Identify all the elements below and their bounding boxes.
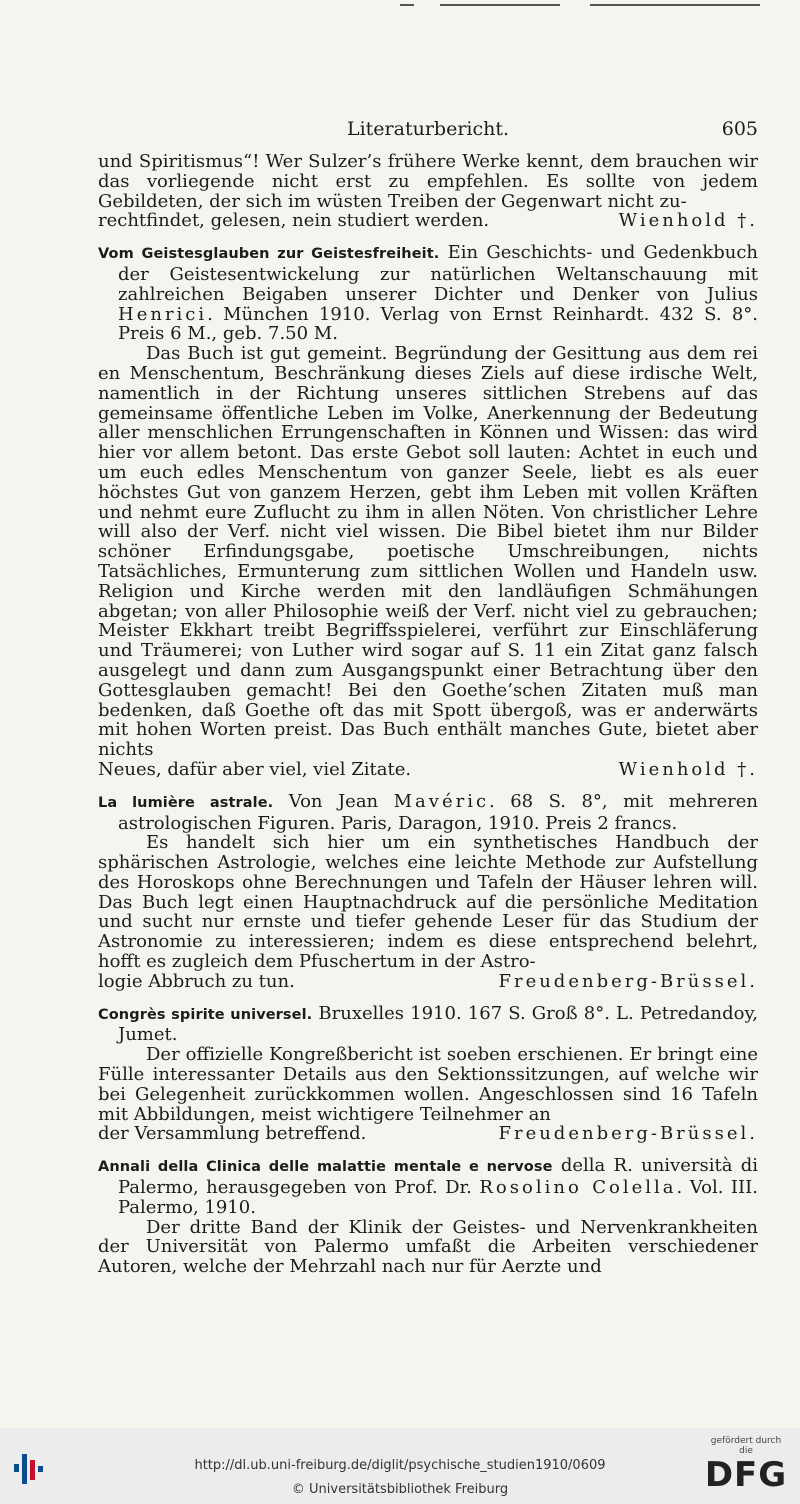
text-line: wir das vorliegende nicht erst zu empfehlen. Es sollte von jedem xyxy=(98,151,758,192)
closing-text: Neues, dafür aber viel, viel Zitate. xyxy=(98,758,412,780)
closing-line xyxy=(98,1124,758,1144)
top-scan-rule xyxy=(440,4,560,6)
review-body: Das Buch ist gut gemeint. Begründung der Gesittung aus dem rei en Menschentum, Beschränkung dieses Ziels auf diese irdische Welt, namentlich in der Richtung unseres sittlichen Strebens auf das gemeinsame öffentliche Leben im Volke, Anerkennung der Bedeutung aller menschlichen Errungenschaften in Können und Wissen: das wird hier vor allem betont. Das erste Gebot soll lauten: Achtet in euch und um euch edles Menschentum von ganzer Seele, liebt es als euer höchstes Gut von ganzem Herzen, gebt ihm Leben mit vollen Kräften und nehmt eure Zuflucht zu ihm in allen Nöten. Von christlicher Lehre will also der Verf. nicht viel wissen. Die Bibel bietet ihm nur Bilder schöner Erfindungsgabe, poetische Umschreibungen, nichts Tatsächliches, Ermunterung zum sittlichen Wollen und Handeln usw. Religion und Kirche werden mit den landläufigen Schmähungen abgetan; von aller Philosophie weiß der Verf. nicht viel zu gebrauchen; Meister Ekkhart treibt Begriffsspielerei, verführt zur Einschläferung und Träumerei; von Luther wird sogar auf S. 11 ein Zitat ganz falsch ausgelegt und dann zum Ausgangspunkt einer Betrachtung über den Gottesglauben gemacht! Bei den Goethe’schen Zitaten muß man bedenken, daß Goethe oft das mit Spott übergoß, was er anderwärts mit hohen Worten preist. Das Buch enthält manches Gute, bietet aber nichts xyxy=(98,343,758,761)
author-name: Mavéric xyxy=(393,790,490,812)
review-entry xyxy=(98,1004,758,1145)
document-page xyxy=(98,112,758,1277)
bib-details: Ein Geschichts- und Gedenkbuch der Geistesentwickelung zur natürlichen Weltanschauung mit zahlreichen Beigaben unserer Dichter und Denker von Julius xyxy=(118,242,758,305)
dfg-mark: DFG xyxy=(704,1455,788,1495)
closing-line xyxy=(98,972,758,992)
closing-line xyxy=(98,211,758,231)
bibliographic-entry xyxy=(98,1004,758,1046)
closing-text: der Versammlung betreffend. xyxy=(98,1123,367,1145)
permalink-url[interactable]: http://dl.ub.uni-freiburg.de/diglit/psychische_studien1910/0609 xyxy=(194,1458,606,1473)
running-title: Literaturbericht. xyxy=(346,118,510,140)
dfg-logo xyxy=(704,1436,788,1494)
bib-details: Von Jean xyxy=(273,790,394,812)
bib-details-end: . Vol. III. Palermo, 1910. xyxy=(118,1177,758,1218)
entry-heading: Vom Geistesglauben zur Geistesfreiheit. xyxy=(98,246,440,263)
text-line: und Spiritismus“! Wer Sulzer’s frühere Werke kennt, dem brauchen xyxy=(98,151,723,172)
bib-details-end: . München 1910. Verlag von Ernst Reinhardt. 432 S. 8°. Preis 6 M., geb. 7.50 M. xyxy=(118,303,758,345)
review-continuation xyxy=(98,152,758,231)
author-name: Rosolino Colella xyxy=(479,1177,677,1199)
bib-details-end: Bruxelles 1910. 167 S. Groß 8°. L. Petredandoy, Jumet. xyxy=(118,1002,759,1046)
entry-heading: La lumière astrale. xyxy=(98,794,274,811)
review-entry xyxy=(98,1156,758,1277)
closing-text: logie Abbruch zu tun. xyxy=(98,970,295,992)
review-text xyxy=(98,152,758,211)
closing-line xyxy=(98,760,758,780)
bibliographic-entry xyxy=(98,792,758,834)
funding-note: gefördert durch die xyxy=(710,1436,782,1456)
entry-heading: Congrès spirite universel. xyxy=(98,1006,313,1023)
bibliographic-entry xyxy=(98,243,758,344)
review-body: Der dritte Band der Klinik der Geistes- und Nervenkrankheiten der Universität von Palermo umfaßt die Arbeiten verschiedener Autoren, welche der Mehrzahl nach nur für Aerzte und xyxy=(98,1216,758,1278)
reviewer-signature: Wienhold †. xyxy=(618,210,758,232)
bib-details-end: . 68 S. 8°, mit mehreren astrologischen Figuren. Paris, Daragon, 1910. Preis 2 francs. xyxy=(118,790,758,834)
review-body: Es handelt sich hier um ein synthetisches Handbuch der sphärischen Astrologie, welches eine leichte Methode zur Aufstellung des Horoskops ohne Berechnungen und Tafeln der Häuser lehren will. Das Buch legt einen Hauptnachdruck auf die persönliche Meditation und sucht nur ernste und tiefer gehende Leser für das Studium der Astronomie zu interessieren; indem es diese entsprechend belehrt, hofft es zugleich dem Pfuschertum in der Astro- xyxy=(98,832,758,973)
bibliographic-entry xyxy=(98,1156,758,1217)
page-number: 605 xyxy=(721,118,758,140)
review-entry xyxy=(98,243,758,780)
running-head xyxy=(98,112,758,142)
top-scan-rule xyxy=(590,4,760,6)
author-name: Henrici xyxy=(118,303,208,325)
closing-text: rechtfindet, gelesen, nein studiert werden. xyxy=(98,210,490,232)
bib-details: della R. università di Palermo, herausgegeben von Prof. Dr. xyxy=(118,1155,758,1199)
review-entry xyxy=(98,792,758,992)
reviewer-signature: Wienhold †. xyxy=(618,758,758,780)
top-scan-rule xyxy=(400,4,414,6)
copyright-notice: © Universitätsbibliothek Freiburg xyxy=(291,1482,509,1497)
entry-heading: Annali della Clinica delle malattie mentale e nervose xyxy=(98,1159,553,1176)
reviewer-signature: Freudenberg-Brüssel. xyxy=(498,1123,758,1145)
text-line: Gebildeten, der sich im wüsten Treiben der Gegenwart nicht zu- xyxy=(98,190,687,212)
review-body: Der offizielle Kongreßbericht ist soeben erschienen. Er bringt eine Fülle interessanter Details aus den Sektionssitzungen, auf welche wir bei Gelegenheit zurückkommen wollen. Angeschlossen sind 16 Tafeln mit Abbildungen, meist wichtigere Teilnehmer an xyxy=(98,1044,758,1125)
reviewer-signature: Freudenberg-Brüssel. xyxy=(498,970,758,992)
viewer-footer xyxy=(0,1428,800,1504)
